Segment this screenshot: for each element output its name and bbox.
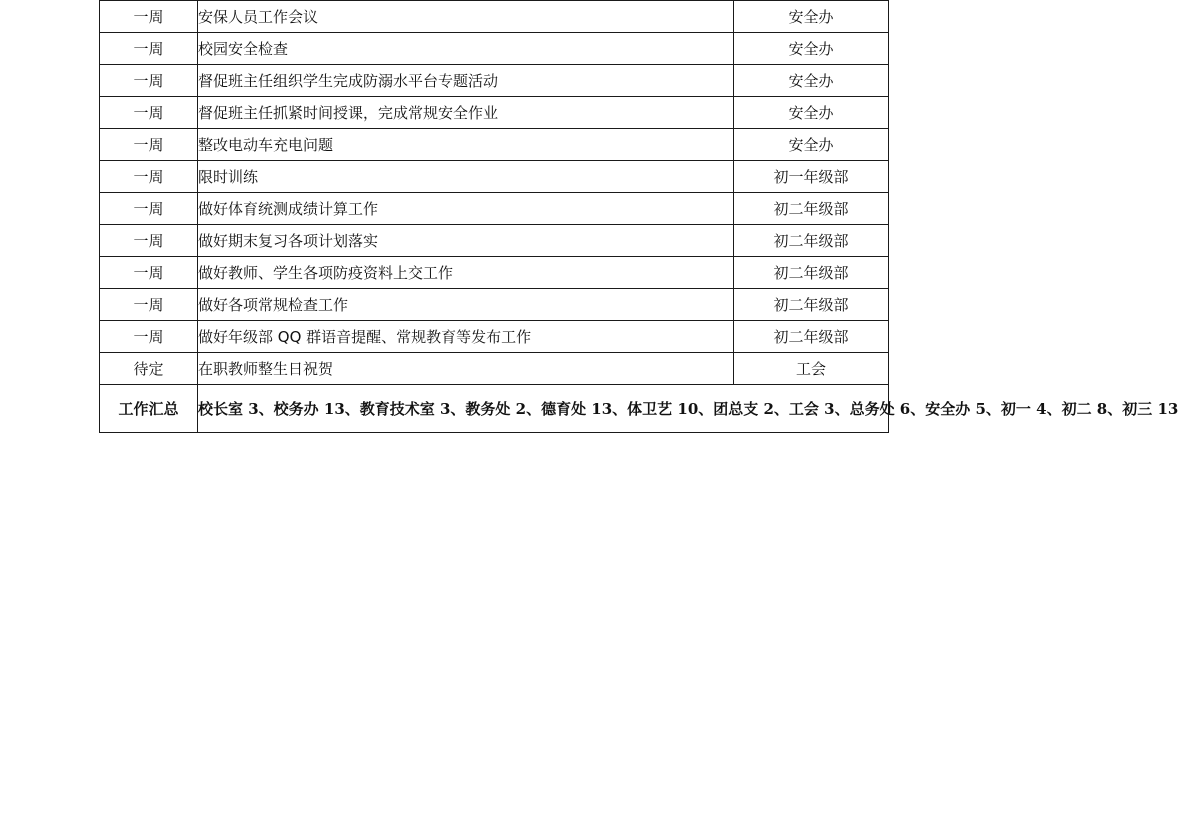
summary-text: 校长室 3、校务办 13、教育技术室 3、教务处 2、德育处 13、体卫艺 10、团总支 2、工会 3、总务处 6、安全办 5、初一 4、初二 8、初三 13 (198, 385, 889, 433)
table-row (100, 129, 889, 161)
time-cell: 一周 (100, 225, 198, 257)
task-cell: 做好体育统测成绩计算工作 (198, 193, 734, 225)
task-cell: 做好期末复习各项计划落实 (198, 225, 734, 257)
time-cell: 一周 (100, 161, 198, 193)
time-cell: 待定 (100, 353, 198, 385)
department-cell: 工会 (734, 353, 889, 385)
table-row (100, 97, 889, 129)
time-cell: 一周 (100, 321, 198, 353)
task-cell: 做好教师、学生各项防疫资料上交工作 (198, 257, 734, 289)
table-row (100, 1, 889, 33)
table-row (100, 353, 889, 385)
department-cell: 初二年级部 (734, 289, 889, 321)
task-cell: 做好年级部 QQ 群语音提醒、常规教育等发布工作 (198, 321, 734, 353)
time-cell: 一周 (100, 1, 198, 33)
table-row (100, 257, 889, 289)
summary-row (100, 385, 889, 433)
department-cell: 初二年级部 (734, 257, 889, 289)
time-cell: 一周 (100, 65, 198, 97)
department-cell: 安全办 (734, 33, 889, 65)
table-row (100, 161, 889, 193)
time-cell: 一周 (100, 193, 198, 225)
task-cell: 限时训练 (198, 161, 734, 193)
time-cell: 一周 (100, 97, 198, 129)
table-row (100, 33, 889, 65)
time-cell: 一周 (100, 129, 198, 161)
task-cell: 安保人员工作会议 (198, 1, 734, 33)
table-row (100, 225, 889, 257)
task-cell: 督促班主任抓紧时间授课，完成常规安全作业 (198, 97, 734, 129)
summary-label: 工作汇总 (100, 385, 198, 433)
task-cell: 整改电动车充电问题 (198, 129, 734, 161)
department-cell: 初二年级部 (734, 321, 889, 353)
work-schedule-table (99, 0, 1178, 433)
task-cell: 做好各项常规检查工作 (198, 289, 734, 321)
time-cell: 一周 (100, 257, 198, 289)
department-cell: 初二年级部 (734, 225, 889, 257)
task-cell: 在职教师整生日祝贺 (198, 353, 734, 385)
time-cell: 一周 (100, 33, 198, 65)
time-cell: 一周 (100, 289, 198, 321)
task-cell: 督促班主任组织学生完成防溺水平台专题活动 (198, 65, 734, 97)
table-row (100, 289, 889, 321)
table-row (100, 193, 889, 225)
table-row (100, 321, 889, 353)
department-cell: 安全办 (734, 97, 889, 129)
department-cell: 初一年级部 (734, 161, 889, 193)
department-cell: 初二年级部 (734, 193, 889, 225)
task-cell: 校园安全检查 (198, 33, 734, 65)
department-cell: 安全办 (734, 65, 889, 97)
department-cell: 安全办 (734, 1, 889, 33)
department-cell: 安全办 (734, 129, 889, 161)
table-row (100, 65, 889, 97)
